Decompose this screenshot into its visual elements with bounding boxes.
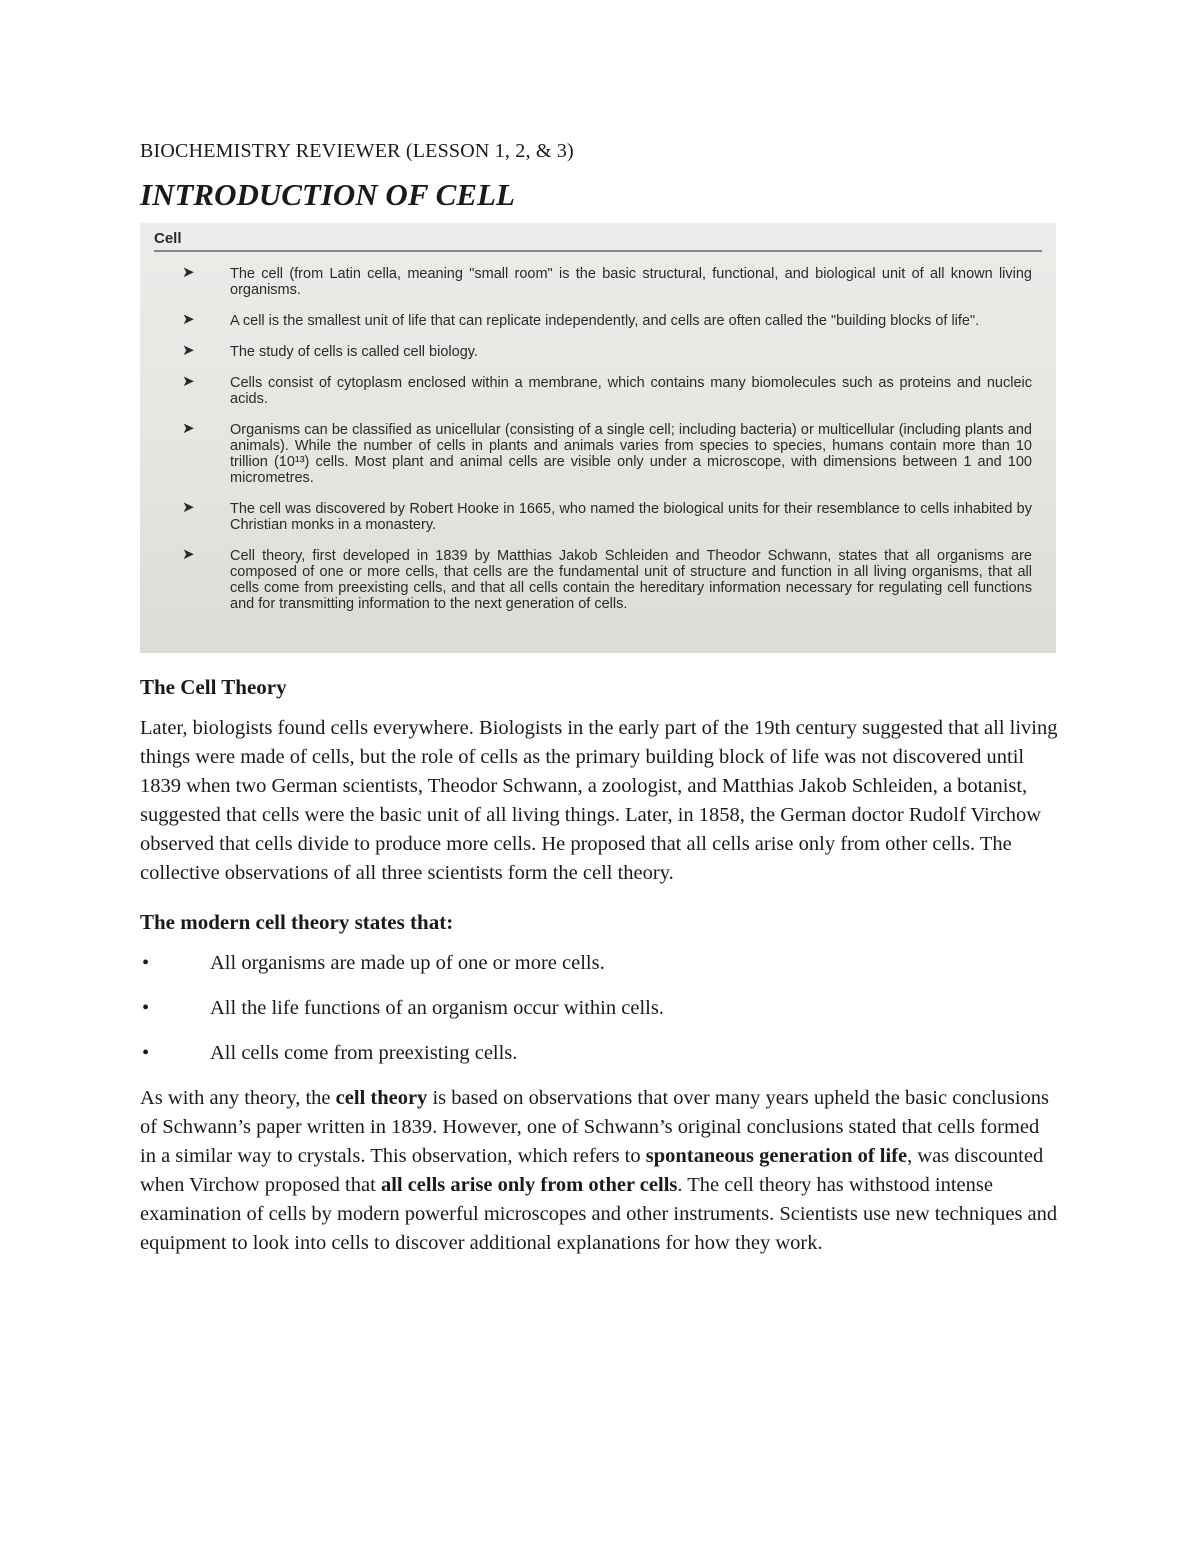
bullet-icon: • — [142, 952, 150, 974]
cell-theory-heading: The Cell Theory — [140, 675, 287, 699]
document-title: BIOCHEMISTRY REVIEWER (LESSON 1, 2, & 3) — [140, 140, 574, 162]
cell-theory-paragraph: Later, biologists found cells everywhere. Biologists in the early part of the 19th century suggested that all living things were made of cells, but the role of cells as the primary building block of life was not discovered until 1839 when two German scientists, Theodor Schwann, a zoologist, and Matthias Jakob Schleiden, a botanist, suggested that cells were the basic unit of all living things. Later, in 1858, the German doctor Rudolf Virchow observed that cells divide to produce more cells. He proposed that all cells arise only from other cells. The collective observations of all three scientists form the cell theory. — [140, 717, 1058, 884]
photo-bullet-text: The study of cells is called cell biology. — [230, 344, 478, 360]
arrow-bullet-icon: ➤ — [182, 264, 195, 281]
text-segment: , was discounted when Virchow proposed that — [140, 1145, 1044, 1196]
arrow-bullet-icon: ➤ — [182, 420, 195, 437]
list-item-text: All the life functions of an organism occur within cells. — [210, 997, 664, 1019]
arrow-bullet-icon: ➤ — [182, 499, 195, 516]
photo-heading: Cell — [154, 231, 1042, 252]
photo-bullet-text: Cell theory, first developed in 1839 by Matthias Jakob Schleiden and Theodor Schwann, states that all organisms are composed of one or more cells, that cells are the fundamental unit of structure and function in all living organisms, that all cells come from preexisting cells, and that all cells contain the hereditary information necessary for regulating cell functions and for transmitting information to the next generation of cells. — [230, 548, 1032, 612]
arrow-bullet-icon: ➤ — [182, 342, 195, 359]
list-item-text: All cells come from preexisting cells. — [210, 1042, 518, 1064]
photo-bullet — [182, 344, 1032, 360]
list-item — [140, 949, 1060, 978]
modern-theory-list — [140, 949, 1060, 1068]
photo-bullet — [182, 422, 1032, 486]
text-segment: is based on observations that over many years upheld the basic conclusions of Schwann’s paper written in 1839. However, one of Schwann’s original conclusions stated that cells formed in a similar way to crystals. This observation, which refers to — [140, 1087, 1049, 1167]
photo-bullet — [182, 313, 1032, 329]
photo-bullet — [182, 266, 1032, 298]
bullet-icon: • — [142, 997, 150, 1019]
modern-theory-heading: The modern cell theory states that: — [140, 910, 454, 934]
bold-term: cell theory — [335, 1087, 428, 1109]
photo-bullet-text: The cell (from Latin cella, meaning "small room" is the basic structural, functional, and biological unit of all known living organisms. — [230, 266, 1032, 298]
photo-bullet-list — [154, 266, 1042, 612]
photo-bullet-text: Organisms can be classified as unicellular (consisting of a single cell; including bacteria) or multicellular (including plants and animals). While the number of cells in plants and animals varies from species to species, humans contain more than 10 trillion (10¹³) cells. Most plant and animal cells are visible only under a microscope, with dimensions between 1 and 100 micrometres. — [230, 422, 1032, 486]
photo-bullet-text: Cells consist of cytoplasm enclosed within a membrane, which contains many biomolecules such as proteins and nucleic acids. — [230, 375, 1032, 407]
photo-bullet-text: The cell was discovered by Robert Hooke in 1665, who named the biological units for their resemblance to cells inhabited by Christian monks in a monastery. — [230, 501, 1032, 533]
arrow-bullet-icon: ➤ — [182, 546, 195, 563]
embedded-cell-photo — [140, 223, 1056, 653]
text-segment: As with any theory, the — [140, 1087, 336, 1109]
list-item — [140, 994, 1060, 1023]
text-segment: . The cell theory has withstood intense examination of cells by modern powerful microscopes and other instruments. Scientists use new techniques and equipment to look into cells to discover additional explanations for how they work. — [140, 1174, 1058, 1254]
photo-bullet — [182, 548, 1032, 612]
section-title: INTRODUCTION OF CELL — [140, 177, 515, 212]
bold-term: spontaneous generation of life — [645, 1145, 908, 1167]
bold-term: all cells arise only from other cells — [380, 1174, 678, 1196]
photo-bullet — [182, 501, 1032, 533]
list-item-text: All organisms are made up of one or more cells. — [210, 952, 605, 974]
list-item — [140, 1039, 1060, 1068]
photo-bullet — [182, 375, 1032, 407]
arrow-bullet-icon: ➤ — [182, 311, 195, 328]
bullet-icon: • — [142, 1042, 150, 1064]
final-paragraph — [140, 1084, 1060, 1258]
photo-bullet-text: A cell is the smallest unit of life that can replicate independently, and cells are often called the "building blocks of life". — [230, 313, 980, 329]
arrow-bullet-icon: ➤ — [182, 373, 195, 390]
document-page — [140, 140, 1060, 1272]
